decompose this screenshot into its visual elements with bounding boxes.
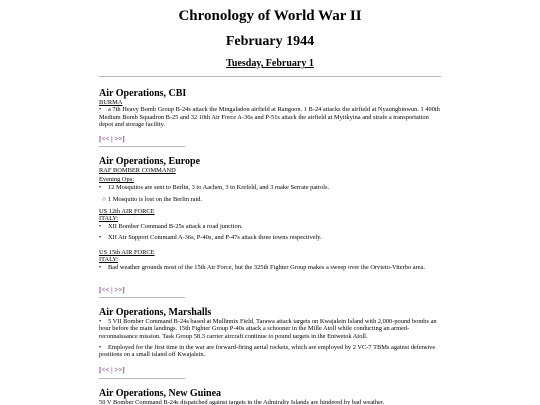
item-text: XII Air Support Command A-36s, P-40s, and P-47s attack three towns respectively. [108,233,322,241]
subheading-us-15th-air-force: US 15th AIR FORCE [99,249,155,256]
nav-links: [<< | >>] [99,286,125,294]
subheading-us-12th-air-force: US 12th AIR FORCE [99,208,155,215]
bullet-icon: • [99,263,102,271]
section-body-europe [99,167,441,203]
item-text: Employed for the first time in the war are forward-firing aerial rockets, which are employed by 2 VC-7 TBMs against defensive positions on a small island off Kwajalein. [99,343,436,359]
list-item [99,234,441,241]
prev-link[interactable]: << [101,286,110,294]
bullet-icon: • [99,183,102,191]
nav-links: [<< | >>] [99,366,125,374]
nav-links: [<< | >>] [99,135,125,143]
next-link[interactable]: >> [114,286,123,294]
nav-separator: | [111,286,113,294]
bullet-icon: • [99,222,102,230]
subheading-burma: BURMA [99,99,123,106]
list-item [99,264,441,271]
list-item [99,344,441,359]
list-item [99,184,441,191]
nav-separator: | [111,135,113,143]
list-item [99,196,441,203]
list-item [99,223,441,230]
circle-bullet-icon: ○ [102,195,106,203]
bullet-icon: • [99,106,102,114]
list-item [99,106,441,128]
next-link[interactable]: >> [114,366,123,374]
divider [99,76,441,77]
item-text: a 7th Heavy Bomb Group B-24s attack the Mingaladon airfield at Rangoon. 1 B-24 attacks the airfield at Nyaungbinwun. 1 490th Medium Bomb Squadron B-25 and 32 10th Air Force A-36s and P-51s attack the airfield at Myitkyina and strafe a transportation depot and storage facility. [99,106,440,128]
bullet-icon: • [99,233,102,241]
section-body-cbi [99,99,441,128]
nav-separator: | [111,366,113,374]
item-text: 5 VII Bomber Command B-24s based at Mullinnix Field, Tarawa attack targets on Kwajalein Island with 2,000-pound bombs an hour before the main landings. 15th Fighter Group P-40s attack a schooner in the Mille Atoll while conducting an armed-reconnaissance mission. Task Group 58.3 carrier aircraft continue to pound targets in the Eniwetok Atoll. [99,318,437,340]
item-text: 1 Mosquito is lost on the Berlin raid. [108,195,203,203]
item-text: 12 Mosquitos are sent to Berlin, 3 to Aachen, 3 to Krefeld, and 3 make Serrate patrols. [108,183,330,191]
subheading-italy: ITALY: [99,256,119,264]
item-text: 50 V Bomber Command B-24s dispatched against targets in the Admiralty Islands are hindered by bad weather. [99,399,385,405]
section-divider [99,378,185,379]
item-text: Bad weather grounds most of the 15th Air Force, but the 325th Fighter Group makes a sweep over the Orvieto-Viterbo area. [108,263,425,271]
section-divider [99,146,185,147]
day-title[interactable]: Tuesday, February 1 [226,58,314,69]
section-heading-new-guinea: Air Operations, New Guinea [99,388,222,399]
section-heading-marshalls: Air Operations, Marshalls [99,307,212,318]
prev-link[interactable]: << [101,366,110,374]
page-title: Chronology of World War II [178,8,362,24]
subheading-evening-ops: Evening Ops: [99,176,134,184]
prev-link[interactable]: << [101,135,110,143]
bullet-icon: • [99,343,102,351]
section-body-new-guinea [99,399,441,405]
section-heading-cbi: Air Operations, CBI [99,88,187,99]
month-title: February 1944 [225,34,315,49]
section-heading-europe: Air Operations, Europe [99,156,201,167]
item-text: XII Bomber Command B-25s attack a road junction. [108,222,243,230]
section-body-europe-15th [99,249,441,271]
next-link[interactable]: >> [114,135,123,143]
list-item [99,318,441,340]
section-divider [99,297,185,298]
section-body-marshalls [99,318,441,358]
section-body-europe-12th [99,208,441,241]
subheading-italy: ITALY: [99,215,119,223]
subheading-raf-bomber-command: RAF BOMBER COMMAND [99,167,176,174]
bullet-icon: • [99,318,102,325]
